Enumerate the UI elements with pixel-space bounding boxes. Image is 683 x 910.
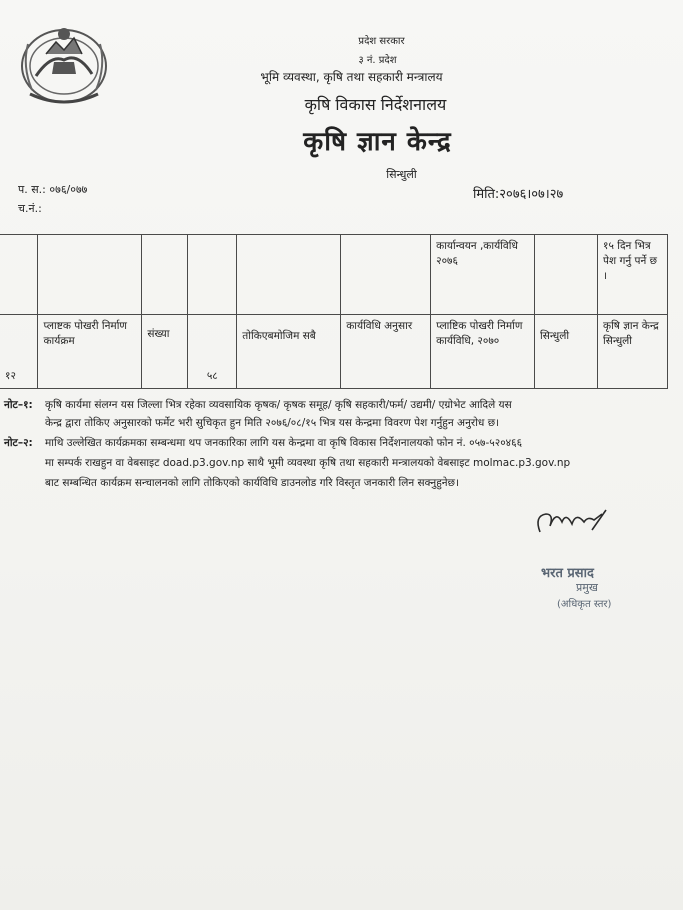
dispatch-number: च.नं.: xyxy=(18,202,42,215)
header-line-2: ३ नं. प्रदेश xyxy=(358,55,397,66)
district-cell: सिन्धुली xyxy=(535,315,598,389)
note-2-text: बाट सम्बन्धित कार्यक्रम सन्चालनको लागि तोकिएको कार्यविधि डाउनलोड गरि विस्तृत जनकारी लिन सक्नुहुनेछ। xyxy=(45,477,459,489)
office-cell: कृषि ज्ञान केन्द्र सिन्धुली xyxy=(598,315,668,389)
target-cell: तोकिएबमोजिम सबै xyxy=(237,315,341,389)
note-1-label: नोट–१: xyxy=(4,399,33,411)
table-cell xyxy=(0,235,38,315)
table-row xyxy=(0,235,668,315)
serial-number-cell: १२ xyxy=(0,315,38,389)
table-row xyxy=(0,315,668,389)
district-name: सिन्धुली xyxy=(386,168,417,181)
note-2-text: मा सम्पर्क राखहुन वा वेबसाइट doad.p3.gov.np साथै भूमी व्यवस्था कृषि तथा सहकारी मन्त्रालयको वेबसाइट molmac.p3.gov.np xyxy=(45,457,571,469)
unit-cell: संख्या xyxy=(142,315,188,389)
table-cell xyxy=(341,235,431,315)
table-cell xyxy=(535,235,598,315)
table-cell: १५ दिन भित्र पेश गर्नु पर्ने छ । xyxy=(598,235,668,315)
table-cell xyxy=(38,235,142,315)
table-cell xyxy=(142,235,188,315)
procedure-cell: प्लाष्टिक पोखरी निर्माण कार्यविधि, २०७० xyxy=(431,315,535,389)
note-1-text: कृषि कार्यमा संलग्न यस जिल्ला भित्र रहेका व्यवसायिक कृषक/ कृषक समूह/ कृषि सहकारी/फर्म/ उद्यमी/ एग्रोभेट आदिले यस xyxy=(45,399,512,411)
signatory-rank: (अधिकृत स्तर) xyxy=(557,599,612,610)
directorate-name: कृषि विकास निर्देशनालय xyxy=(304,95,447,114)
program-name-cell: प्लाष्टक पोखरी निर्माण कार्यक्रम xyxy=(38,315,142,389)
signature-mark xyxy=(532,504,612,544)
method-cell: कार्यविधि अनुसार xyxy=(341,315,431,389)
table-cell xyxy=(237,235,341,315)
quantity-cell: ५८ xyxy=(188,315,237,389)
table-cell xyxy=(188,235,237,315)
ministry-name: भूमि व्यवस्था, कृषि तथा सहकारी मन्त्रालय xyxy=(260,70,443,84)
signatory-name: भरत प्रसाद xyxy=(541,566,594,581)
note-2-text: माथि उल्लेखित कार्यक्रमका सम्बन्धमा थप जनकारिका लागि यस केन्द्रमा वा कृषि विकास निर्देशनालयको फोन नं. ०५७-५२०४६६ xyxy=(45,437,523,449)
office-title: कृषि ज्ञान केन्द्र xyxy=(303,127,452,157)
header-line-1: प्रदेश सरकार xyxy=(358,36,405,47)
program-table xyxy=(0,234,668,389)
reference-number: प. स.: ०७६/०७७ xyxy=(18,183,88,196)
letter-date: मिति:२०७६।०७।२७ xyxy=(473,187,564,202)
note-1-text: केन्द्र द्वारा तोकिए अनुसारको फर्मेट भरी सुचिकृत हुन मिति २०७६/०८/१५ भित्र यस केन्द्रमा विवरण पेश गर्नुहुन अनुरोध छ। xyxy=(45,417,500,429)
signatory-designation: प्रमुख xyxy=(576,581,598,594)
note-2-label: नोट–२: xyxy=(4,437,33,449)
table-cell: कार्यान्वयन ,कार्यविधि २०७६ xyxy=(431,235,535,315)
